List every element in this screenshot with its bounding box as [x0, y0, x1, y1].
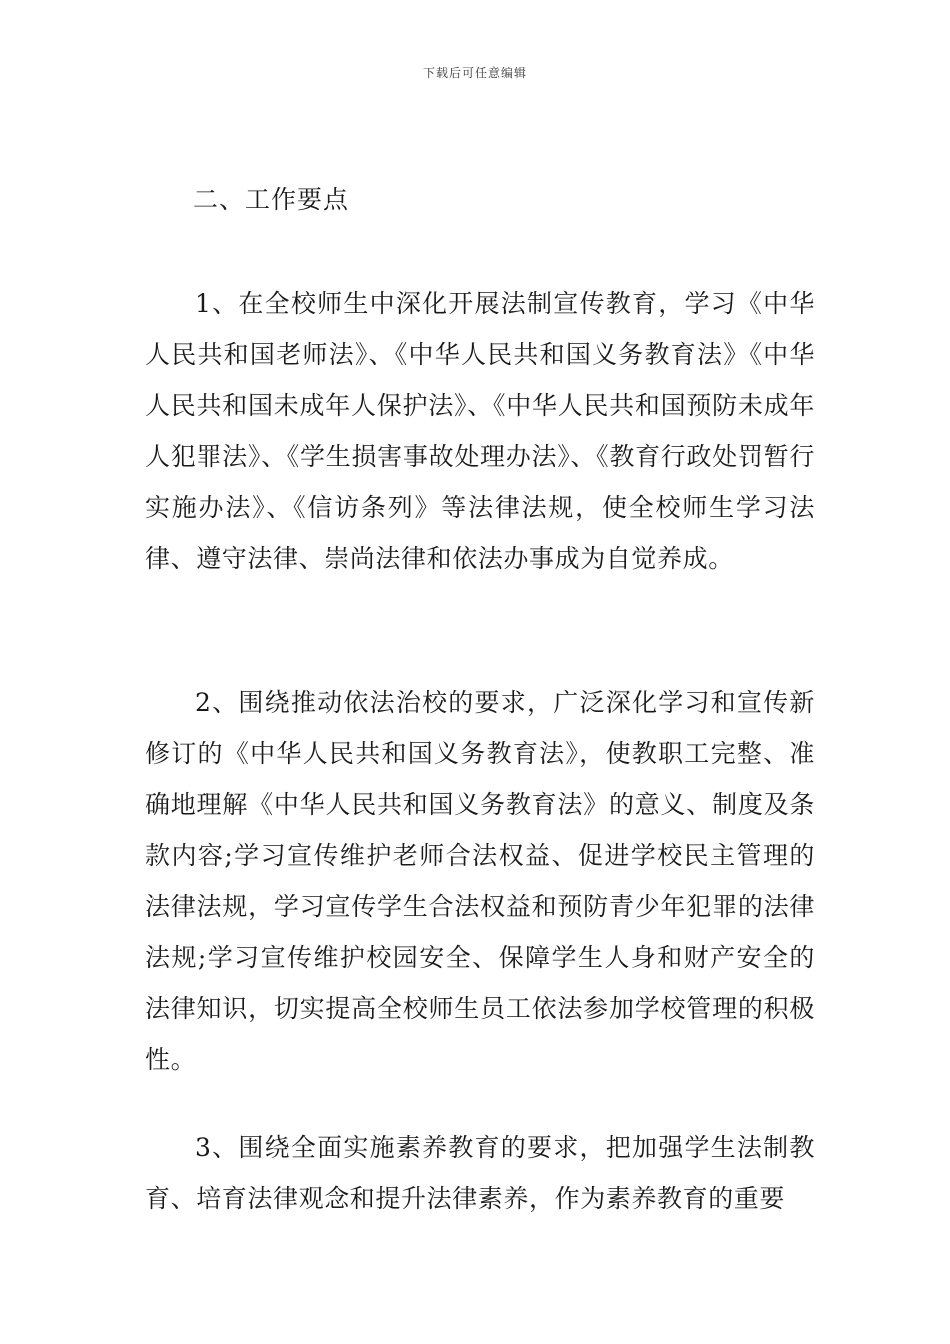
section-title: 二、工作要点	[193, 185, 350, 214]
paragraph-3: 3、围绕全面实施素养教育的要求，把加强学生法制教育、培育法律观念和提升法律素养，作为素养教育的重要	[145, 1133, 815, 1213]
paragraph-1: 1、在全校师生中深化开展法制宣传教育，学习《中华人民共和国老师法》、《中华人民共和国义务教育法》《中华人民共和国未成年人保护法》、《中华人民共和国预防未成年人犯罪法》、《学生损害事故处理办法》、《教育行政处罚暂行实施办法》、《信访条列》等法律法规，使全校师生学习法律、遵守法律、崇尚法律和依法办事成为自觉养成。	[145, 289, 815, 573]
paragraph-2: 2、围绕推动依法治校的要求，广泛深化学习和宣传新修订的《中华人民共和国义务教育法》，使教职工完整、准确地理解《中华人民共和国义务教育法》的意义、制度及条款内容;学习宣传维护老师合法权益、促进学校民主管理的法律法规，学习宣传学生合法权益和预防青少年犯罪的法律法规;学习宣传维护校园安全、保障学生人身和财产安全的法律知识，切实提高全校师生员工依法参加学校管理的积极性。	[145, 688, 815, 1074]
page-header: 下载后可任意编辑	[422, 66, 527, 80]
